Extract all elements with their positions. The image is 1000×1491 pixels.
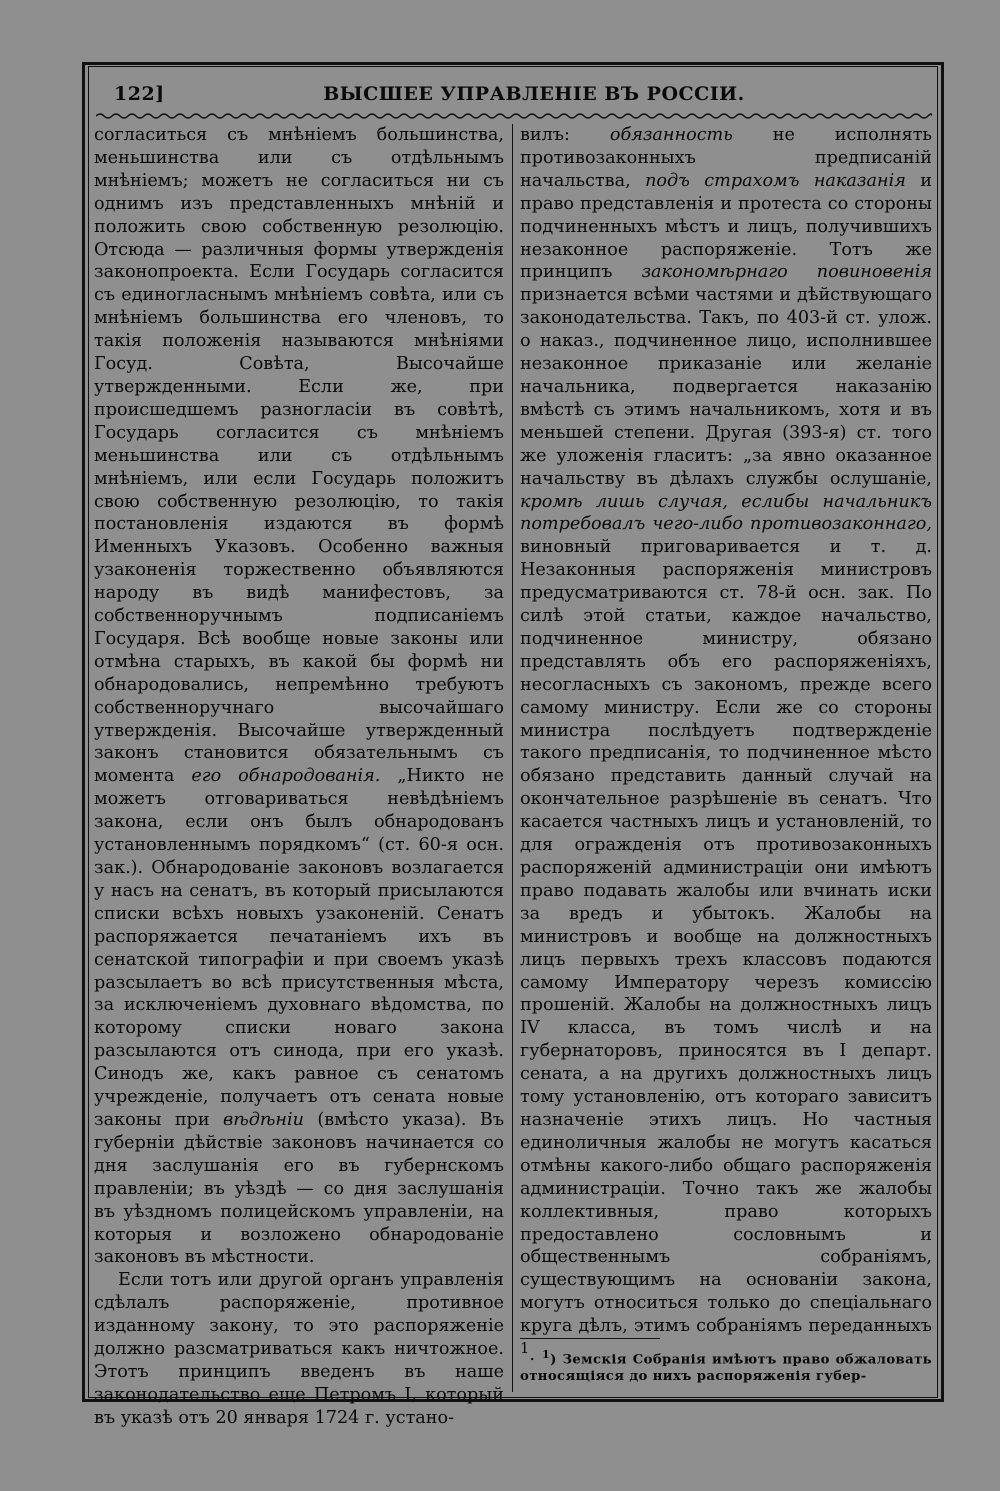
footnote-rule [520, 1338, 660, 1339]
right-paragraph: вилъ: обязанность не исполнять противозаконныхъ предписаній начальства, подъ страхомъ наказанія и право представленія и протеста со стороны подчиненныхъ мѣстъ и лицъ, получившихъ незаконное распоряженіе. Тотъ же принципъ закономѣрнаго повиновенія признается всѣми частями и дѣйствующаго законодательства. Такъ, по 403-й ст. улож. о наказ., подчиненное лицо, исполнившее незаконное приказаніе или желаніе начальника, подвергается наказанію вмѣстѣ съ этимъ начальникомъ, хотя и въ меньшей степени. Другая (393-я) ст. того же уложенія гласитъ: „за явно оказанное начальству въ дѣлахъ службы ослушаніе, кромѣ лишь случая, еслибы начальникъ потребовалъ чего-либо противозаконнаго, виновный приговаривается и т. д. Незаконныя распоряженія министровъ предусматриваются ст. 78-й осн. зак. По силѣ этой статьи, каждое начальство, подчиненное министру, обязано представлять объ его распоряженіяхъ, несогласныхъ съ закономъ, прежде всего самому министру. Если же со стороны министра послѣдуетъ подтвержденіе такого предписанія, то подчиненное мѣсто обязано представить данный случай на окончательное разрѣшеніе въ сенатъ. Что касается частныхъ лицъ и установленій, то для огражденія отъ противозаконныхъ распоряженій администраціи они имѣютъ право подавать жалобы или вчинать иски за вредъ и убытокъ. Жалобы на министровъ и вообще на должностныхъ лицъ первыхъ трехъ классовъ подаются самому Императору черезъ комиссію прошеній. Жалобы на должностныхъ лицъ IV класса, въ томъ числѣ и на губернаторовъ, приносятся въ I департ. сената, а на другихъ должностныхъ лицъ тому установленію, отъ котораго зависитъ назначеніе этихъ лицъ. Но частныя единоличныя жалобы не могутъ касаться отмѣны какого-либо общаго распоряженія администраціи. Точно такъ же жалобы коллективныя, право которыхъ предоставлено сословнымъ и общественнымъ собраніямъ, существующимъ на основаніи закона, могутъ относиться только до спеціальнаго круга дѣлъ, этимъ собраніямъ переданныхъ $^1$. [520, 125, 933, 1365]
left-paragraph-2: Если тотъ или другой органъ управленія сдѣлалъ распоряженіе, противное изданному закону, то это распоряженіе должно разсматриваться какъ ничтожное. Этотъ принципъ введенъ въ наше законодательство еще Петромъ I, который въ указѣ отъ 20 января 1724 г. устано- [94, 1270, 504, 1428]
column-divider [512, 124, 513, 1392]
footnote-reference: 1 [520, 1340, 530, 1358]
page-header [96, 80, 932, 110]
right-column [520, 124, 932, 1367]
wavy-rule [96, 111, 932, 121]
footnote [520, 1346, 932, 1385]
running-title: ВЫСШЕЕ УПРАВЛЕНІЕ ВЪ РОССІИ. [323, 83, 745, 105]
page-number: 122] [114, 83, 165, 105]
footnote-text: ) Земскія Собранія имѣютъ право обжаловать относящіяся до нихъ распоряженія губер- [520, 1352, 932, 1385]
footnote-marker: 1 [542, 1348, 551, 1361]
left-column [94, 124, 504, 1430]
left-paragraph-1: согласиться съ мнѣніемъ большинства, меньшинства или съ отдѣльнымъ мнѣніемъ; можетъ не согласиться ни съ однимъ изъ представленныхъ мнѣній и положить свою собственную резолюцію. Отсюда — различныя формы утвержденія законопроекта. Если Государь согласится съ единогласнымъ мнѣніемъ совѣта, или съ мнѣніемъ большинства его членовъ, то такія положенія называются мнѣніями Госуд. Совѣта, Высочайше утвержденными. Если же, при происшедшемъ разногласіи въ совѣтѣ, Государь согласится съ мнѣніемъ меньшинства или съ отдѣльнымъ мнѣніемъ, или если Государь положитъ свою собственную резолюцію, то такія постановленія издаются въ формѣ Именныхъ Указовъ. Особенно важныя узаконенія торжественно объявляются народу въ видѣ манифестовъ, за собственноручнымъ подписаніемъ Государя. Всѣ вообще новые законы или отмѣна старыхъ, въ какой бы формѣ ни обнародовались, непремѣнно требуютъ собственноручнаго высочайшаго утвержденія. Высочайше утвержденный законъ становится обязательнымъ съ момента его обнародованія. „Никто не можетъ отговариваться невѣдѣніемъ закона, если онъ былъ обнародованъ установленнымъ порядкомъ“ (ст. 60-я осн. зак.). Обнародованіе законовъ возлагается у насъ на сенатъ, въ который присылаются списки всѣхъ новыхъ узаконеній. Сенатъ распоряжается печатаніемъ ихъ въ сенатской типографіи и при своемъ указѣ разсылаетъ во всѣ присутственныя мѣста, за исключеніемъ духовнаго вѣдомства, по которому списки новаго закона разсылаются отъ синода, при его указѣ. Синодъ же, какъ равное съ сенатомъ учрежденіе, получаетъ отъ сената новые законы при вѣдѣніи (вмѣсто указа). Въ губерніи дѣйствіе законовъ начинается со дня заслушанія его въ губернскомъ правленіи; въ уѣздѣ — со дня заслушанія въ уѣздномъ полицейскомъ управленіи, на которыя и возложено обнародованіе законовъ въ мѣстности. [94, 125, 505, 1268]
